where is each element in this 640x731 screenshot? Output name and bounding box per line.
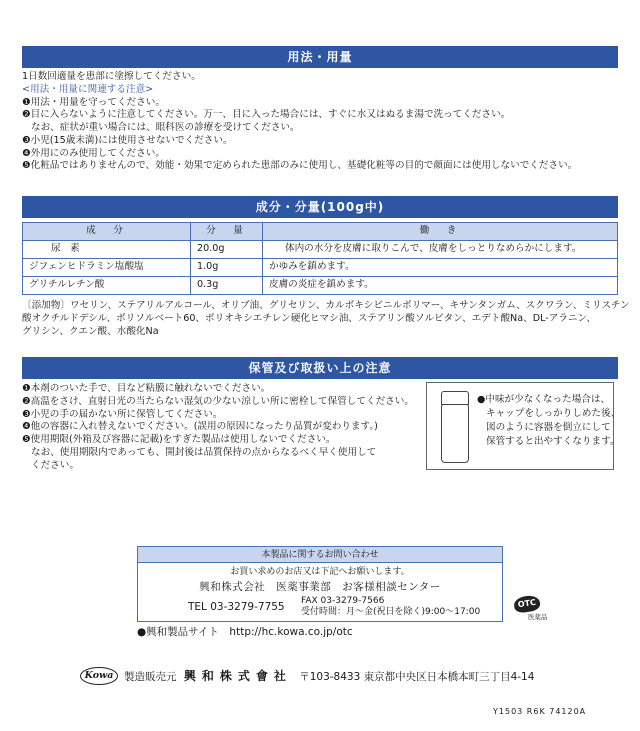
maker-company: 興和株式會社 <box>183 669 292 683</box>
contact-fax-hours <box>301 596 480 619</box>
ingredient-function: かゆみを鎮めます。 <box>263 259 618 277</box>
kowa-logo: Kowa <box>80 667 118 685</box>
additives-line: グリシン、クエン酸、水酸化Na <box>22 325 159 337</box>
contact-header: 本製品に関するお問い合わせ <box>138 547 502 563</box>
header-function: 働 き <box>263 223 618 241</box>
storage-line: ❹他の容器に入れ替えないでください。(誤用の原因になったり品質が変わります。) <box>22 421 378 433</box>
ingredient-function: 体内の水分を皮膚に取りこんで、皮膚をしっとりなめらかにします。 <box>263 241 618 259</box>
otc-badge-icon <box>512 596 556 624</box>
usage-line: ❷目に入らないように注意してください。万一、目に入った場合には、すぐに水又はぬるま湯で洗ってください。 <box>22 109 511 121</box>
header-amount: 分 量 <box>191 223 263 241</box>
otc-mark: OTC <box>513 594 541 613</box>
otc-label: 医薬品 <box>528 613 548 621</box>
ingredients-title: 成分・分量(100g中) <box>22 196 618 218</box>
contact-box <box>137 546 503 622</box>
contact-center: 興和株式会社 医薬事業部 お客様相談センター <box>199 581 441 593</box>
additives-line: 〔添加物〕ワセリン、ステアリルアルコール、オリブ油、グリセリン、カルボキシビニルポリマー、キサンタンガム、スクワラン、ミリスチン <box>22 300 630 311</box>
table-row <box>23 277 618 295</box>
maker-address: 〒103-8433 東京都中央区日本橋本町三丁目4-14 <box>299 671 535 683</box>
ingredient-amount: 0.3g <box>191 277 263 295</box>
usage-line: ❶用法・用量を守ってください。 <box>22 96 165 108</box>
maker-role: 製造販売元 <box>124 671 177 683</box>
header-ingredient: 成 分 <box>23 223 191 241</box>
contact-line1: お買い求めのお店又は下記へお願いします。 <box>230 567 410 577</box>
storage-line: ください。 <box>31 459 79 471</box>
usage-caution-heading: <用法・用量に関連する注意> <box>22 83 154 95</box>
usage-title: 用法・用量 <box>22 46 618 68</box>
manufacturer-info <box>124 669 534 685</box>
inverted-tube-icon <box>441 391 469 463</box>
storage-note-line: 図のように容器を倒立にして <box>486 421 611 433</box>
product-site-link: ●興和製品サイト http://hc.kowa.co.jp/otc <box>137 626 353 638</box>
storage-note-box <box>426 382 621 470</box>
storage-line: ❸小児の手の届かない所に保管してください。 <box>22 408 223 420</box>
storage-line: ❺使用期限(外箱及び容器に記載)をすぎた製品は使用しないでください。 <box>22 434 336 445</box>
table-row <box>23 259 618 277</box>
storage-title: 保管及び取扱い上の注意 <box>22 357 618 379</box>
ingredient-name: 尿 素 <box>23 241 191 259</box>
usage-text <box>22 71 622 173</box>
storage-note-line: キャップをしっかりしめた後、 <box>486 407 621 419</box>
storage-note-line: 保管すると出やすくなります。 <box>486 435 620 447</box>
storage-line: ❷高温をさけ、直射日光の当たらない湿気の少ない涼しい所に密栓して保管してください。 <box>22 395 414 407</box>
usage-line: ❺化粧品ではありませんので、効能・効果で定められた患部のみに使用し、基礎化粧等の目的で顔面には使用しないでください。 <box>22 160 578 172</box>
usage-line: なお、症状が重い場合には、眼科医の診療を受けてください。 <box>31 122 300 133</box>
ingredients-table <box>22 222 618 295</box>
usage-line: ❹外用にのみ使用してください。 <box>22 147 165 159</box>
ingredient-name: ジフェンヒドラミン塩酸塩 <box>23 259 191 277</box>
ingredient-name: グリチルレチン酸 <box>23 277 191 295</box>
table-row <box>23 241 618 259</box>
storage-note-line: ●中味が少なくなった場合は、 <box>477 394 611 405</box>
additives-text <box>22 300 630 338</box>
contact-fax: FAX 03-3279-7566 <box>301 596 385 606</box>
usage-line: 1日数回適量を患部に塗擦してください。 <box>22 71 201 82</box>
ingredient-amount: 1.0g <box>191 259 263 277</box>
table-header-row <box>23 223 618 241</box>
additives-line: 酸オクチルドデシル、ポリソルベート60、ポリオキシエチレン硬化ヒマシ油、ステアリン酸ソルビタン、エデト酸Na、DL-アラニン、 <box>22 312 596 324</box>
ingredient-amount: 20.0g <box>191 241 263 259</box>
usage-line: ❸小児(15歳未満)には使用させないでください。 <box>22 134 233 146</box>
product-code: Y1503 R6K 74120A <box>493 707 587 716</box>
ingredient-function: 皮膚の炎症を鎮めます。 <box>263 277 618 295</box>
storage-line: ❶本剤のついた手で、目など粘膜に触れないでください。 <box>22 383 271 394</box>
storage-line: なお、使用期限内であっても、開封後は品質保持の点からなるべく早く使用して <box>31 446 377 458</box>
storage-note <box>477 393 621 449</box>
contact-tel: TEL 03-3279-7755 <box>188 601 285 613</box>
storage-text <box>22 383 422 472</box>
contact-hours: 受付時間：月～金(祝日を除く)9:00～17:00 <box>301 607 481 618</box>
